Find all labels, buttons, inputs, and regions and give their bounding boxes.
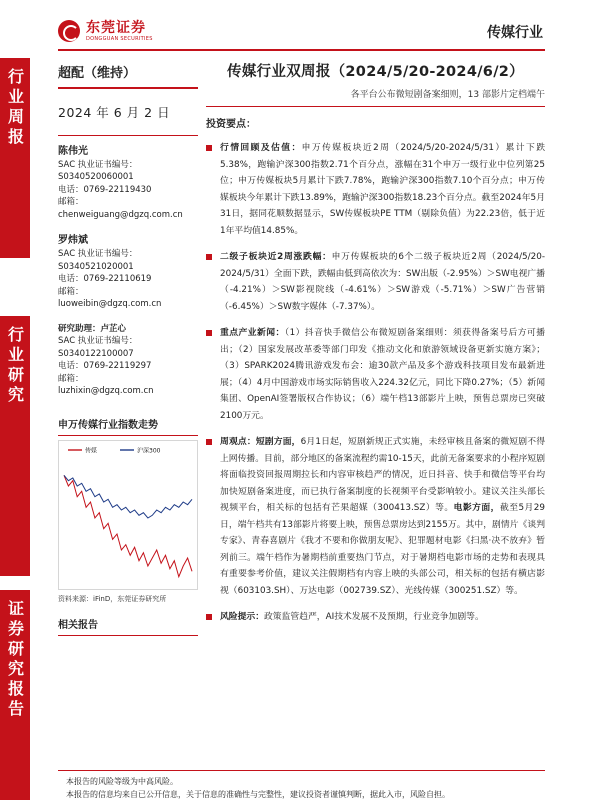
index-chart-svg <box>58 440 198 590</box>
chart-source: 资料来源：iFinD，东莞证券研究所 <box>58 594 167 603</box>
company-logo <box>58 20 153 42</box>
logo-en-text: DONGGUAN SECURITIES <box>86 35 153 42</box>
analyst-card <box>58 144 198 222</box>
date-divider <box>58 135 198 136</box>
side-band-research <box>0 316 30 576</box>
key-point-text: 申万传媒板块近2周（2024/5/20-2024/5/31）累计下跌5.38%，跑输沪深300指数2.71个百分点，涨幅在31个申万一级行业中位列第25位；申万传媒板块5月累计下跌7.78%，跑输沪深300指数7.10个百分点；申万传媒板块今年累计下跌13.89%，跑输沪深300指数18.23个百分点。截至2024年5月31日，据同花顺数据显示，SW传媒板块PE TTM（剔除负值）为22.23倍，低于近1年平均值14.85%。 <box>220 143 545 236</box>
analyst-email[interactable]: luzhixin@dgzq.com.cn <box>58 386 154 396</box>
analyst-cert: S0340520060001 <box>58 172 134 182</box>
side-band-research-label: 行业研究 <box>5 326 25 406</box>
report-date: 2024 年 6 月 2 日 <box>58 104 171 120</box>
series-line <box>64 475 192 576</box>
chart-title: 申万传媒行业指数走势 <box>58 412 198 436</box>
title-divider <box>206 106 545 107</box>
key-point <box>206 140 545 239</box>
side-band-weekly-label: 行业周报 <box>5 68 25 148</box>
key-point-lead: 周观点：短剧方面， <box>220 437 301 447</box>
key-point-lead: 风险提示： <box>220 612 264 622</box>
key-point-text: 申万传媒板块的6个二级子板块近2周（2024/5/20-2024/5/31）全面下跌，跌幅由低到高依次为：SW出版（-2.95%）＞SW电视广播（-4.21%）＞SW影视院线（-4.61%）＞SW游戏（-5.71%）＞SW广告营销（-6.45%）＞SW数字媒体（-7.37%）。 <box>220 252 545 312</box>
analyst-phone: 电话：0769-22119297 <box>58 361 152 371</box>
key-point-text: 政策监管趋严，AI技术发展不及预期，行业竞争加剧等。 <box>264 612 484 622</box>
analyst-cert: S0340122100007 <box>58 348 134 359</box>
report-subtitle: 各平台公布微短剧备案细则，13 部影片定档端午 <box>350 90 545 100</box>
logo-cn-text: 东莞证券 <box>86 19 146 36</box>
side-band-weekly <box>0 58 30 258</box>
analyst-cert-label: SAC 执业证书编号： <box>58 159 138 170</box>
bullet-square-icon <box>206 330 212 336</box>
analyst-phone: 电话：0769-22110619 <box>58 274 152 284</box>
analyst-card <box>58 323 198 398</box>
side-band-report-label: 证券研究报告 <box>5 600 25 720</box>
analyst-name: 罗炜斌 <box>58 235 88 246</box>
analyst-email-label: 邮箱： <box>58 286 84 297</box>
analyst-card <box>58 233 198 311</box>
analyst-cert-label: SAC 执业证书编号： <box>58 336 138 346</box>
industry-label: 传媒行业 <box>487 25 543 41</box>
logo-mark-icon <box>58 20 80 42</box>
key-point-lead: 行情回顾及估值： <box>220 143 302 153</box>
analyst-email[interactable]: chenweiguang@dgzq.com.cn <box>58 209 183 220</box>
related-title: 相关报告 <box>58 612 198 636</box>
analyst-cert: S0340521020001 <box>58 261 134 272</box>
key-point-text: 6月1日起，短剧新规正式实施，未经审核且备案的微短剧不得上网传播。目前，部分地区的备案流程约需10-15天，此前无备案要求的小程序短剧将面临投资回报周期拉长和内容审核趋严的情况，近日抖音、快手和微信等平台均加快短剧备案进度，而已执行备案制度的长视频平台受影响较小。建议关注头部长视频平台，相关标的包括有芒果超媒（300413.SZ）等。 <box>220 437 545 513</box>
rating-divider <box>58 87 198 89</box>
related-reports <box>58 612 198 636</box>
key-point-text: （1）抖音快手微信公布微短剧备案细则：须获得备案号后方可播出；（2）国家发展改革委等部门印发《推动文化和旅游领域设备更新实施方案》；（3）SPARK2024腾讯游戏发布会：逾30款产品及多个游戏科技项目发布最新进展；（4）4月中国游戏市场实际销售收入224.32亿元，同比下降0.27%；（5）新闻集团、OpenAI签署版权合作协议；（6）端午档13部影片上映，预售总票房已突破2100万元。 <box>220 328 545 421</box>
footer-disclaimer: 本报告的信息均来自已公开信息，关于信息的准确性与完整性，建议投资者谨慎判断，据此入市，风险自担。 <box>66 790 450 799</box>
legend-label: 传媒 <box>85 447 98 454</box>
footer-risk-level: 本报告的风险等级为中高风险。 <box>66 777 178 786</box>
key-point-lead: 重点产业新闻： <box>220 328 285 338</box>
footer-divider <box>58 770 545 771</box>
legend-label: 沪深300 <box>137 447 161 454</box>
right-column <box>206 54 545 626</box>
analyst-cert-label: SAC 执业证书编号： <box>58 249 138 259</box>
bullet-square-icon <box>206 145 212 151</box>
left-column <box>58 54 198 636</box>
bullet-square-icon <box>206 254 212 260</box>
chart-frame <box>59 440 198 589</box>
key-point-text-2: 截至5月29日，端午档共有13部影片将要上映，预售总票房达到2155万。其中，剧情片《谈判专家》、青春喜剧片《我才不要和你做朋友呢》、犯罪题材电影《扫黑·决不放弃》暂列前三。端午档作为暑期档前重要热门节点，对于暑期档电影市场的走势和表现具有重要参考价值，建议关注假期档有内容上映的头部公司，相关标的包括有横店影视（603103.SH）、万达电影（002739.SZ）、光线传媒（300251.SZ）等。 <box>220 503 545 596</box>
footer <box>66 775 450 800</box>
key-point-sublead: 电影方面， <box>453 503 500 513</box>
key-point <box>206 249 545 315</box>
analyst-email-label: 邮箱： <box>58 197 84 207</box>
key-point <box>206 609 545 626</box>
header-divider <box>58 49 545 51</box>
key-point <box>206 325 545 424</box>
key-point-lead: 二级子板块近2周涨跌幅： <box>220 252 332 262</box>
bullet-square-icon <box>206 439 212 445</box>
index-chart-block <box>58 412 198 604</box>
analyst-name: 陈伟光 <box>58 145 88 157</box>
bullet-square-icon <box>206 614 212 620</box>
side-band-report <box>0 590 30 800</box>
key-point <box>206 434 545 599</box>
analyst-email-label: 邮箱： <box>58 373 84 384</box>
report-title: 传媒行业双周报（2024/5/20-2024/6/2） <box>227 64 524 80</box>
index-chart <box>58 440 198 590</box>
analyst-phone: 电话：0769-22119430 <box>58 184 152 195</box>
key-points-label: 投资要点： <box>206 119 256 130</box>
analyst-name: 研究助理：卢芷心 <box>58 323 127 334</box>
analyst-email[interactable]: luoweibin@dgzq.com.cn <box>58 299 162 309</box>
rating: 超配（维持） <box>58 66 137 81</box>
